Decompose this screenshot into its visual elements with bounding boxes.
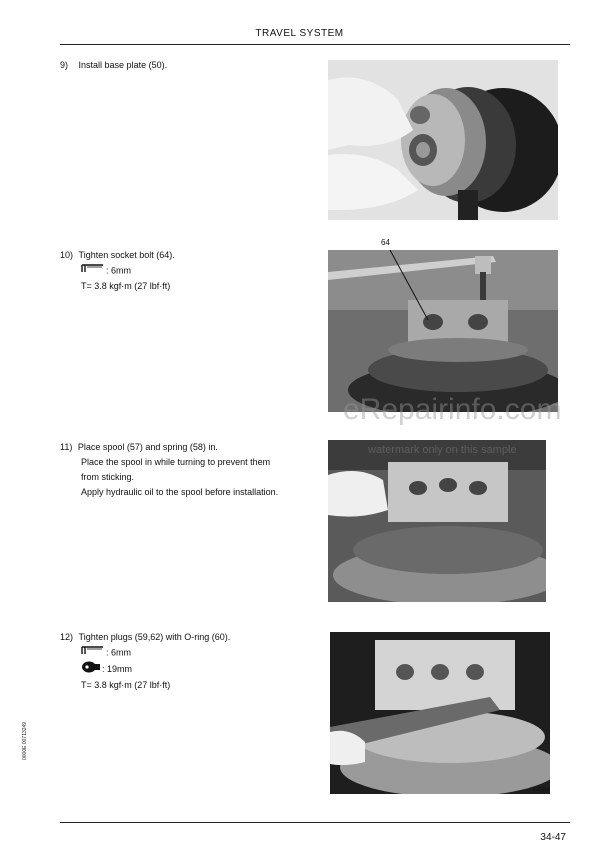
step-text: Install base plate (50). [78, 60, 168, 70]
step-11 [60, 440, 278, 500]
socket-icon [81, 661, 101, 678]
side-document-code: 0000E 00713249 [22, 721, 28, 760]
spec-text: : 19mm [102, 663, 133, 674]
step-text: Apply hydraulic oil to the spool before installation. [81, 487, 279, 497]
photo-place-spool [328, 440, 546, 602]
step-text: Tighten socket bolt (64). [78, 250, 175, 260]
spec-text: : 6mm [106, 265, 132, 276]
step-number: 10) [60, 250, 74, 260]
hex-wrench-icon [81, 263, 105, 279]
step-number: 9) [60, 60, 69, 70]
step-number: 11) [60, 442, 73, 452]
step-text: Tighten plugs (59,62) with O-ring (60). [78, 632, 231, 642]
photo-tighten-plugs [330, 632, 550, 794]
step-10 [60, 248, 175, 294]
step-number: 12) [60, 632, 74, 642]
photo-install-base-plate [328, 60, 558, 220]
footer-rule [60, 822, 570, 823]
page-header-title: TRAVEL SYSTEM [255, 28, 344, 39]
step-text: from sticking. [81, 472, 135, 482]
step-text: Place spool (57) and spring (58) in. [77, 442, 218, 452]
step-9 [60, 58, 167, 73]
watermark-text: eRepairinfo.com [343, 393, 562, 426]
header-rule [60, 44, 570, 45]
watermark-subtext: watermark only on this sample [368, 444, 517, 456]
torque-text: T= 3.8 kgf·m (27 lbf·ft) [81, 680, 171, 690]
hex-wrench-icon [81, 645, 105, 661]
photo-tighten-socket-bolt [328, 250, 558, 412]
step-12 [60, 630, 230, 693]
torque-text: T= 3.8 kgf·m (27 lbf·ft) [81, 281, 171, 291]
photo-code: F20064 [533, 787, 550, 793]
callout-label-64: 64 [381, 238, 390, 247]
step-text: Place the spool in while turning to prevent them [81, 457, 271, 467]
spec-text: : 6mm [106, 647, 132, 658]
page-number: 34-47 [540, 832, 566, 843]
